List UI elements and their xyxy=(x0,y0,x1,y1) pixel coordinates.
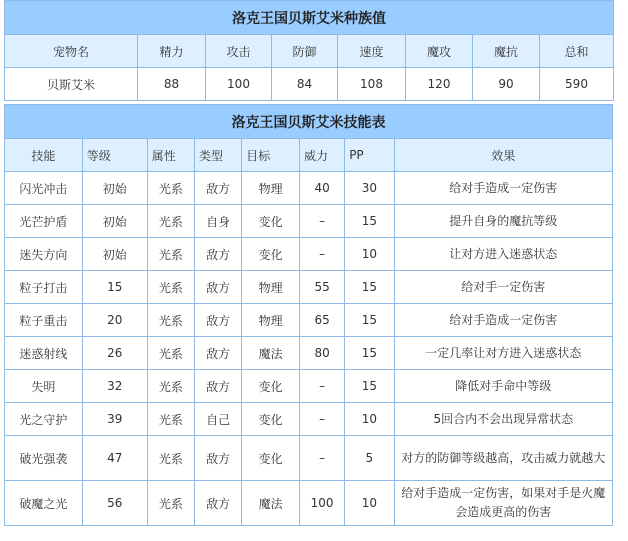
skill-name: 破光强袭 xyxy=(5,436,83,481)
skill-type: 敌方 xyxy=(195,481,242,526)
skills-header-row xyxy=(5,139,613,172)
skill-pp: 10 xyxy=(345,481,394,526)
skill-attribute: 光系 xyxy=(147,238,194,271)
skill-effect: 对方的防御等级越高，攻击威力就越大 xyxy=(394,436,612,481)
skill-type: 敌方 xyxy=(195,436,242,481)
skill-attribute: 光系 xyxy=(147,304,194,337)
skill-power: 55 xyxy=(300,271,345,304)
skill-name: 光之守护 xyxy=(5,403,83,436)
skill-row xyxy=(5,172,613,205)
stat-cell: 88 xyxy=(138,68,206,101)
skill-target: 物理 xyxy=(242,172,300,205)
skill-target: 变化 xyxy=(242,205,300,238)
skill-type: 敌方 xyxy=(195,172,242,205)
header-cell: 等级 xyxy=(82,139,147,172)
skill-target: 物理 xyxy=(242,271,300,304)
skill-name: 破魔之光 xyxy=(5,481,83,526)
skill-effect: 给对手造成一定伤害 xyxy=(394,172,612,205)
skill-type: 敌方 xyxy=(195,304,242,337)
skill-pp: 15 xyxy=(345,337,394,370)
skill-target: 魔法 xyxy=(242,481,300,526)
species-stats-title: 洛克王国贝斯艾米种族值 xyxy=(5,1,614,35)
skill-power: 40 xyxy=(300,172,345,205)
pet-name-cell: 贝斯艾米 xyxy=(5,68,138,101)
skill-pp: 15 xyxy=(345,370,394,403)
skill-level: 15 xyxy=(82,271,147,304)
skill-power: – xyxy=(300,436,345,481)
skill-level: 26 xyxy=(82,337,147,370)
skill-row xyxy=(5,271,613,304)
skill-level: 20 xyxy=(82,304,147,337)
skill-target: 变化 xyxy=(242,436,300,481)
stat-cell: 84 xyxy=(272,68,338,101)
skill-name: 失明 xyxy=(5,370,83,403)
header-cell: 类型 xyxy=(195,139,242,172)
skill-type: 敌方 xyxy=(195,238,242,271)
skill-level: 32 xyxy=(82,370,147,403)
skill-power: – xyxy=(300,370,345,403)
skill-name: 迷惑射线 xyxy=(5,337,83,370)
stat-cell: 108 xyxy=(338,68,406,101)
skills-table xyxy=(4,104,613,526)
skill-effect: 一定几率让对方进入迷惑状态 xyxy=(394,337,612,370)
skill-row xyxy=(5,481,613,526)
skill-type: 自己 xyxy=(195,403,242,436)
skill-name: 粒子打击 xyxy=(5,271,83,304)
skill-row xyxy=(5,370,613,403)
header-cell: 攻击 xyxy=(206,35,272,68)
skill-power: 80 xyxy=(300,337,345,370)
skill-attribute: 光系 xyxy=(147,337,194,370)
skill-power: – xyxy=(300,403,345,436)
skill-name: 粒子重击 xyxy=(5,304,83,337)
header-cell: 属性 xyxy=(147,139,194,172)
header-cell: 效果 xyxy=(394,139,612,172)
header-cell: 宠物名 xyxy=(5,35,138,68)
skill-power: 65 xyxy=(300,304,345,337)
header-cell: 魔抗 xyxy=(473,35,540,68)
skill-row xyxy=(5,205,613,238)
skill-level: 39 xyxy=(82,403,147,436)
skill-effect: 提升自身的魔抗等级 xyxy=(394,205,612,238)
stat-cell: 90 xyxy=(473,68,540,101)
header-cell: 技能 xyxy=(5,139,83,172)
page-content xyxy=(4,0,613,526)
skill-type: 敌方 xyxy=(195,337,242,370)
header-cell: PP xyxy=(345,139,394,172)
skill-pp: 30 xyxy=(345,172,394,205)
skill-effect: 让对方进入迷惑状态 xyxy=(394,238,612,271)
skill-pp: 15 xyxy=(345,205,394,238)
skill-attribute: 光系 xyxy=(147,403,194,436)
skill-attribute: 光系 xyxy=(147,436,194,481)
skill-attribute: 光系 xyxy=(147,205,194,238)
skill-attribute: 光系 xyxy=(147,370,194,403)
species-stats-row xyxy=(5,68,614,101)
skill-effect: 给对手一定伤害 xyxy=(394,271,612,304)
header-cell: 精力 xyxy=(138,35,206,68)
skills-title: 洛克王国贝斯艾米技能表 xyxy=(5,105,613,139)
species-stats-table xyxy=(4,0,614,101)
skill-level: 初始 xyxy=(82,205,147,238)
skill-target: 变化 xyxy=(242,403,300,436)
header-cell: 威力 xyxy=(300,139,345,172)
skill-type: 敌方 xyxy=(195,370,242,403)
skill-pp: 5 xyxy=(345,436,394,481)
skill-effect: 5回合内不会出现异常状态 xyxy=(394,403,612,436)
skill-attribute: 光系 xyxy=(147,481,194,526)
header-cell: 防御 xyxy=(272,35,338,68)
skill-name: 闪光冲击 xyxy=(5,172,83,205)
skill-target: 变化 xyxy=(242,370,300,403)
skill-level: 56 xyxy=(82,481,147,526)
stat-cell: 120 xyxy=(406,68,473,101)
skill-effect: 给对手造成一定伤害，如果对手是火魔会造成更高的伤害 xyxy=(394,481,612,526)
skill-pp: 15 xyxy=(345,304,394,337)
header-cell: 目标 xyxy=(242,139,300,172)
skill-effect: 降低对手命中等级 xyxy=(394,370,612,403)
skill-attribute: 光系 xyxy=(147,172,194,205)
skill-name: 迷失方向 xyxy=(5,238,83,271)
skill-pp: 10 xyxy=(345,403,394,436)
skill-row xyxy=(5,337,613,370)
skill-effect: 给对手造成一定伤害 xyxy=(394,304,612,337)
header-cell: 总和 xyxy=(540,35,614,68)
skill-name: 光芒护盾 xyxy=(5,205,83,238)
skill-pp: 15 xyxy=(345,271,394,304)
skill-power: 100 xyxy=(300,481,345,526)
stat-cell: 100 xyxy=(206,68,272,101)
skill-target: 变化 xyxy=(242,238,300,271)
total-cell: 590 xyxy=(540,68,614,101)
skill-level: 初始 xyxy=(82,238,147,271)
skill-level: 47 xyxy=(82,436,147,481)
skill-level: 初始 xyxy=(82,172,147,205)
skill-type: 自身 xyxy=(195,205,242,238)
skill-target: 物理 xyxy=(242,304,300,337)
skill-type: 敌方 xyxy=(195,271,242,304)
skill-pp: 10 xyxy=(345,238,394,271)
skill-row xyxy=(5,238,613,271)
skill-attribute: 光系 xyxy=(147,271,194,304)
skill-row xyxy=(5,436,613,481)
skill-power: – xyxy=(300,205,345,238)
header-cell: 魔攻 xyxy=(406,35,473,68)
skill-target: 魔法 xyxy=(242,337,300,370)
species-stats-header-row xyxy=(5,35,614,68)
skill-row xyxy=(5,304,613,337)
skill-power: – xyxy=(300,238,345,271)
skill-row xyxy=(5,403,613,436)
header-cell: 速度 xyxy=(338,35,406,68)
